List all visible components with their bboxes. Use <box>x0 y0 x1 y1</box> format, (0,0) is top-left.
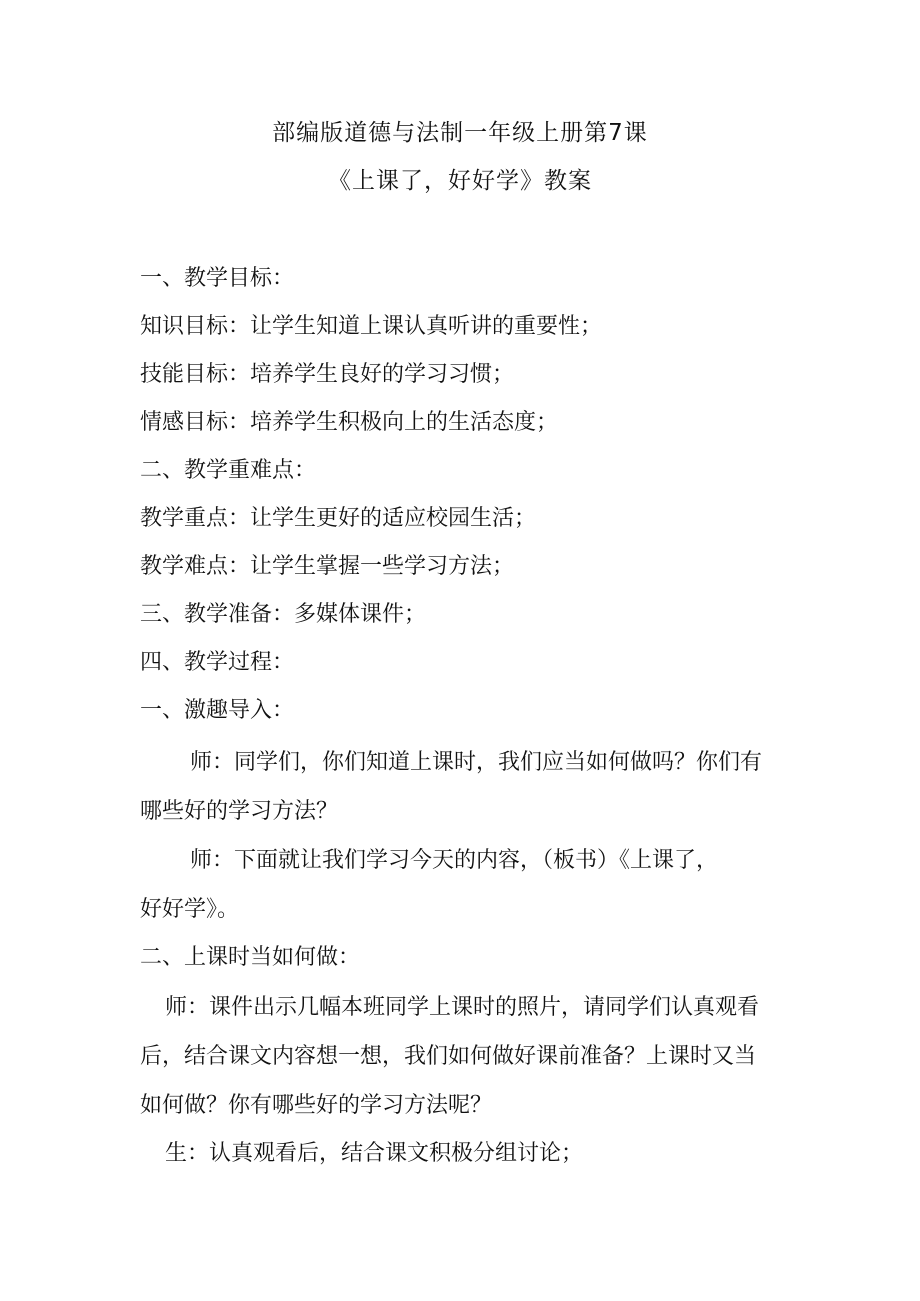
difficult-point: 教学难点：让学生掌握一些学习方法； <box>140 554 515 579</box>
teacher-line-2b: 好好学》。 <box>140 897 240 922</box>
knowledge-objective: 知识目标：让学生知道上课认真听讲的重要性； <box>140 314 603 339</box>
teacher-line-2a: 师：下面就让我们学习今天的内容，（板书）《上课了， <box>190 848 719 873</box>
section-heading-key-points: 二、教学重难点： <box>140 458 317 483</box>
student-line: 生：认真观看后，结合课文积极分组讨论； <box>165 1141 584 1166</box>
subsection-heading-intro: 一、激趣导入： <box>140 698 295 723</box>
teacher-line-1b: 哪些好的学习方法？ <box>140 799 339 824</box>
section-heading-preparation: 三、教学准备：多媒体课件； <box>140 602 427 627</box>
section-heading-process: 四、教学过程： <box>140 650 295 675</box>
teacher-line-3c: 如何做？你有哪些好的学习方法呢？ <box>140 1093 493 1118</box>
skill-objective: 技能目标：培养学生良好的学习习惯； <box>140 362 515 387</box>
teacher-line-3a: 师：课件出示几幅本班同学上课时的照片，请同学们认真观看 <box>165 995 760 1020</box>
section-heading-objectives: 一、教学目标： <box>140 266 295 291</box>
teacher-line-3b: 后，结合课文内容想一想，我们如何做好课前准备？上课时又当 <box>140 1044 757 1069</box>
key-point: 教学重点：让学生更好的适应校园生活； <box>140 506 537 531</box>
teacher-line-1a: 师：同学们，你们知道上课时，我们应当如何做吗？你们有 <box>190 750 763 775</box>
document-title: 部编版道德与法制一年级上册第7课 <box>272 120 648 146</box>
emotion-objective: 情感目标：培养学生积极向上的生活态度； <box>140 410 559 435</box>
document-subtitle: 《上课了，好好学》教案 <box>328 168 592 194</box>
subsection-heading-class-behavior: 二、上课时当如何做： <box>140 945 361 970</box>
